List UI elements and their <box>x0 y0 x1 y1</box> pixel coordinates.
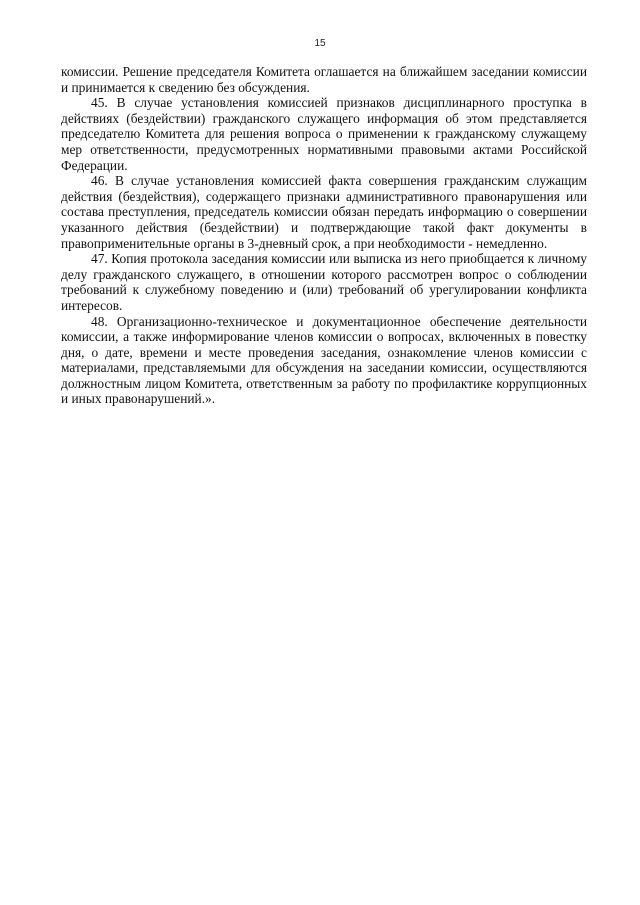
paragraph-48: 48. Организационно-техническое и документационное обеспечение деятельности комиссии, а также информирование членов комиссии о вопросах, включенных в повестку дня, о дате, времени и месте проведения заседания, ознакомление членов комиссии с материалами, представляемыми для обсуждения на заседании комиссии, осуществляются должностным лицом Комитета, ответственным за работу по профилактике коррупционных и иных правонарушений.». <box>61 313 587 407</box>
paragraph-46: 46. В случае установления комиссией факта совершения гражданским служащим действия (бездействия), содержащего признаки административного правонарушения или состава преступления, председатель комиссии обязан передать информацию о совершении указанного действия (бездействии) и подтверждающие такой факт документы в правоприменительные органы в 3-дневный срок, а при необходимости - немедленно. <box>61 173 587 251</box>
page-number: 15 <box>314 38 326 49</box>
document-body <box>61 64 587 407</box>
paragraph-continuation: комиссии. Решение председателя Комитета оглашается на ближайшем заседании комиссии и принимается к сведению без обсуждения. <box>61 64 587 95</box>
paragraph-47: 47. Копия протокола заседания комиссии или выписка из него приобщается к личному делу гражданского служащего, в отношении которого рассмотрен вопрос о соблюдении требований к служебному поведению и (или) требований об урегулировании конфликта интересов. <box>61 251 587 313</box>
paragraph-45: 45. В случае установления комиссией признаков дисциплинарного проступка в действиях (бездействии) гражданского служащего информация об этом представляется председателю Комитета для решения вопроса о применении к гражданскому служащему мер ответственности, предусмотренных нормативными правовыми актами Российской Федерации. <box>61 95 587 173</box>
